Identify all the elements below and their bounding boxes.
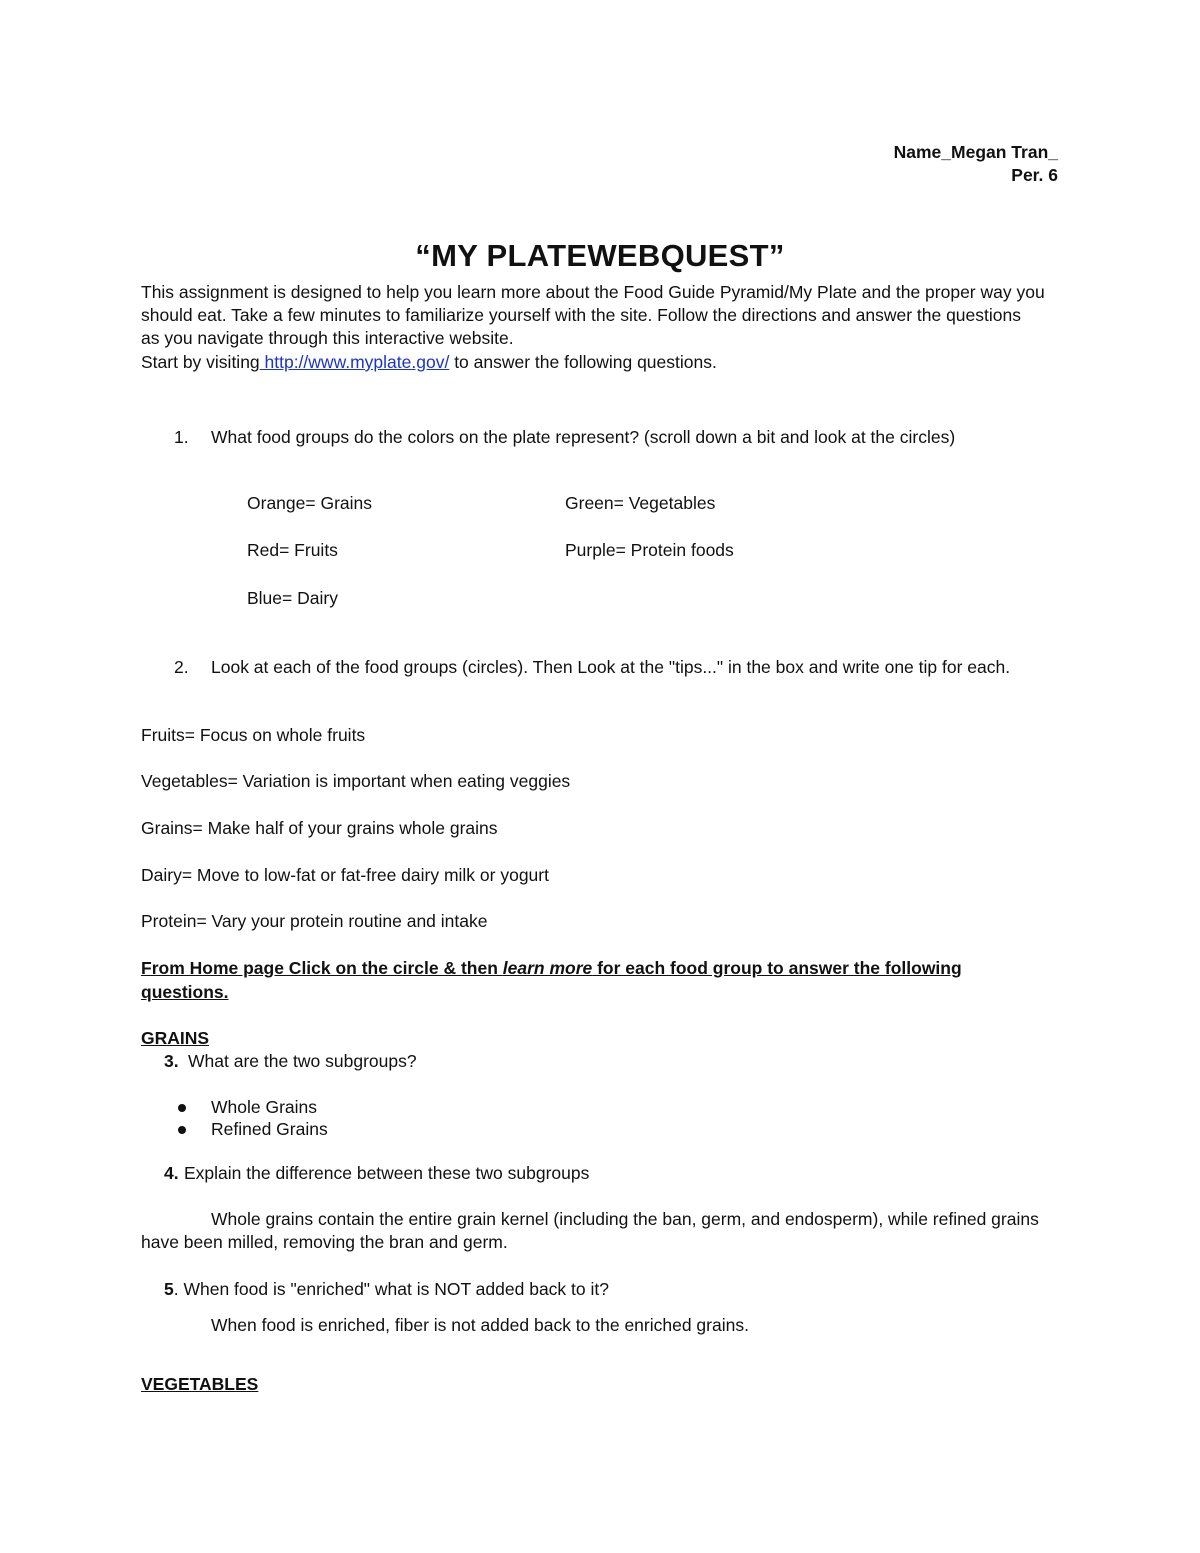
q1-text: What food groups do the colors on the plate represent? (scroll down a bit and look at the circles) bbox=[211, 427, 956, 447]
instruction-part-1: From Home page Click on the circle & then bbox=[141, 958, 503, 978]
q4-number: 4. bbox=[164, 1163, 179, 1183]
q2-number: 2. bbox=[174, 657, 189, 677]
tip-fruits: Fruits= Focus on whole fruits bbox=[141, 725, 366, 745]
answer-red: Red= Fruits bbox=[247, 540, 338, 560]
q2-text: Look at each of the food groups (circles). Then Look at the "tips..." in the box and write one tip for each. bbox=[211, 657, 1011, 677]
q1-number: 1. bbox=[174, 427, 189, 447]
page-title: “MY PLATEWEBQUEST” bbox=[415, 238, 785, 273]
q5-answer: When food is enriched, fiber is not added back to the enriched grains. bbox=[211, 1315, 749, 1335]
student-name: Name_Megan Tran_ bbox=[893, 142, 1058, 162]
bullet-icon bbox=[178, 1126, 186, 1134]
answer-orange: Orange= Grains bbox=[247, 493, 372, 513]
q4-text: Explain the difference between these two subgroups bbox=[184, 1163, 590, 1183]
instruction-line-2: questions. bbox=[141, 982, 229, 1002]
instruction-line-1 bbox=[141, 958, 962, 979]
subgroup-whole-grains: Whole Grains bbox=[211, 1097, 318, 1117]
q5-text: . When food is "enriched" what is NOT added back to it? bbox=[173, 1279, 609, 1299]
answer-blue: Blue= Dairy bbox=[247, 588, 338, 608]
start-prefix: Start by visiting bbox=[141, 352, 260, 372]
q4-answer-line-1: Whole grains contain the entire grain kernel (including the ban, germ, and endosperm), while refined grains bbox=[211, 1209, 1039, 1229]
q5-number: 5 bbox=[164, 1279, 174, 1299]
answer-green: Green= Vegetables bbox=[565, 493, 716, 513]
tip-vegetables: Vegetables= Variation is important when eating veggies bbox=[141, 771, 571, 791]
intro-line-2: should eat. Take a few minutes to familiarize yourself with the site. Follow the directions and answer the questions bbox=[141, 305, 1021, 325]
instruction-learn-more: learn more bbox=[502, 958, 593, 978]
start-instruction bbox=[141, 352, 717, 373]
vegetables-heading: VEGETABLES bbox=[141, 1374, 259, 1394]
q5-line bbox=[164, 1279, 609, 1300]
myplate-link[interactable]: http://www.myplate.gov/ bbox=[259, 352, 450, 372]
intro-line-3: as you navigate through this interactive website. bbox=[141, 328, 514, 348]
class-period: Per. 6 bbox=[1011, 165, 1058, 185]
subgroup-refined-grains: Refined Grains bbox=[211, 1119, 328, 1139]
instruction-part-3: for each food group to answer the following bbox=[592, 958, 962, 978]
q4-answer-line-2: have been milled, removing the bran and germ. bbox=[141, 1232, 508, 1252]
tip-dairy: Dairy= Move to low-fat or fat-free dairy milk or yogurt bbox=[141, 865, 549, 885]
q3-number: 3. bbox=[164, 1051, 179, 1071]
tip-protein: Protein= Vary your protein routine and intake bbox=[141, 911, 488, 931]
q3-text: What are the two subgroups? bbox=[188, 1051, 417, 1071]
bullet-icon bbox=[178, 1104, 186, 1112]
grains-heading: GRAINS bbox=[141, 1028, 210, 1048]
intro-line-1: This assignment is designed to help you learn more about the Food Guide Pyramid/My Plate and the proper way you bbox=[141, 282, 1045, 302]
start-suffix: to answer the following questions. bbox=[449, 352, 717, 372]
tip-grains: Grains= Make half of your grains whole grains bbox=[141, 818, 498, 838]
answer-purple: Purple= Protein foods bbox=[565, 540, 734, 560]
